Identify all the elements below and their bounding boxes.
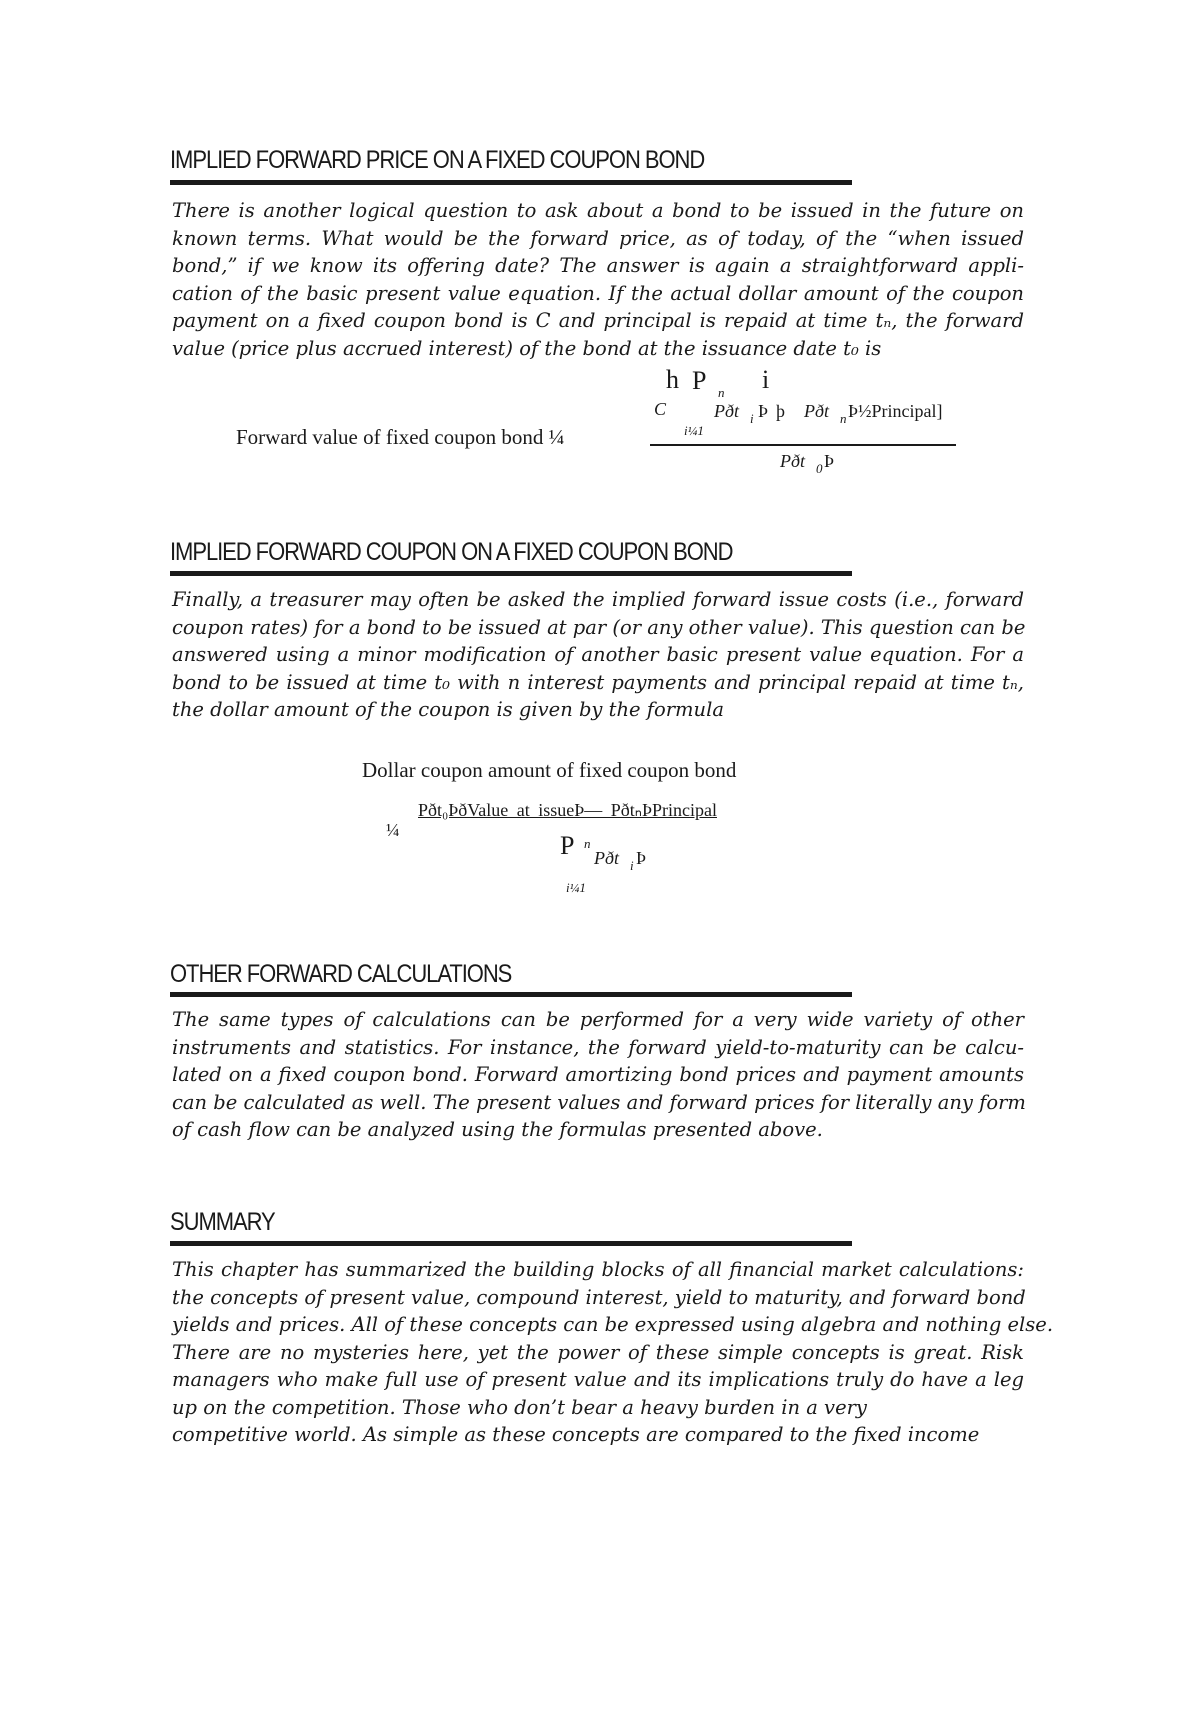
- paragraph-other-forward: [172, 1006, 1024, 1144]
- eq2-numerator: Pðt₀ÞðValue at issueÞ— PðtₙÞPrincipal: [418, 800, 717, 820]
- eq1-plus: þ: [776, 401, 785, 421]
- section-heading-summary: SUMMARY: [170, 1208, 275, 1236]
- eq1-bracket-close: i: [762, 365, 770, 394]
- paragraph-summary: [172, 1256, 1054, 1449]
- paragraph-forward-price: [172, 197, 1024, 362]
- text-line: There is another logical question to ask about a bond to be issued in the future on: [172, 199, 1024, 222]
- eq1-denominator-sub: 0: [816, 461, 823, 476]
- section-rule: [170, 180, 852, 185]
- eq1-term1-end: Þ: [758, 401, 769, 421]
- text-line: This chapter has summarized the building blocks of all financial market calculations:: [172, 1258, 1024, 1281]
- text-line: instruments and statistics. For instance, the forward yield-to-maturity can be calcu-: [172, 1035, 1024, 1059]
- text-line: up on the competition. Those who don’t bear a heavy burden in a very: [172, 1395, 867, 1419]
- eq1-sum-bottom: i¼1: [684, 423, 704, 438]
- eq1-term2: Pðt: [804, 401, 829, 421]
- text-line: the concepts of present value, compound interest, yield to maturity, and forward bond: [172, 1285, 1026, 1309]
- section-rule: [170, 1241, 852, 1246]
- text-line: known terms. What would be the forward price, as of today, of the “when issued: [172, 226, 1024, 250]
- section-heading-other-forward: OTHER FORWARD CALCULATIONS: [170, 960, 512, 988]
- text-line: payment on a fixed coupon bond is C and principal is repaid at time tₙ, the forward: [172, 309, 1024, 332]
- eq2-sum-symbol: P: [560, 831, 575, 860]
- section-heading-forward-price: IMPLIED FORWARD PRICE ON A FIXED COUPON BOND: [170, 146, 705, 174]
- eq2-sum-top: n: [584, 836, 591, 851]
- section-rule: [170, 992, 852, 997]
- text-line: yields and prices. All of these concepts can be expressed using algebra and nothing else.: [172, 1313, 1054, 1336]
- text-line: bond,” if we know its offering date? The answer is again a straightforward appli-: [172, 254, 1024, 277]
- text-line: lated on a fixed coupon bond. Forward amortizing bond prices and payment amounts: [172, 1063, 1024, 1086]
- paragraph-forward-coupon: [172, 586, 1024, 724]
- eq2-equals: ¼: [386, 820, 400, 840]
- eq1-term2-sub: n: [840, 411, 847, 426]
- text-line: competitive world. As simple as these concepts are compared to the fixed income: [172, 1423, 980, 1446]
- text-line: bond to be issued at time t₀ with n interest payments and principal repaid at time tₙ,: [172, 670, 1024, 694]
- eq1-term1: Pðt: [714, 401, 739, 421]
- text-line: managers who make full use of present value and its implications truly do have a leg: [172, 1368, 1024, 1391]
- text-line: of cash flow can be analyzed using the formulas presented above.: [172, 1118, 823, 1141]
- text-line: cation of the basic present value equation. If the actual dollar amount of the coupon: [172, 281, 1024, 305]
- text-line: the dollar amount of the coupon is given by the formula: [172, 698, 724, 721]
- eq1-sum-top: n: [718, 385, 725, 400]
- eq2-denominator: Pðt: [594, 848, 619, 868]
- eq2-denominator-end: Þ: [636, 848, 647, 868]
- eq2-denominator-sub: i: [630, 858, 634, 873]
- eq1-denominator-end: Þ: [824, 451, 835, 471]
- section-rule: [170, 571, 852, 576]
- text-line: coupon rates) for a bond to be issued at par (or any other value). This question can be: [172, 615, 1026, 639]
- eq1-coefficient: C: [654, 399, 667, 419]
- eq1-term1-sub: i: [750, 411, 754, 426]
- text-line: answered using a minor modification of another basic present value equation. For a: [172, 643, 1024, 666]
- eq1-sum-symbol: P: [692, 366, 707, 395]
- eq1-term2-end: Þ½Principal]: [848, 401, 943, 421]
- text-line: value (price plus accrued interest) of the bond at the issuance date t₀ is: [172, 336, 882, 360]
- eq2-sum-bottom: i¼1: [566, 880, 586, 895]
- text-line: can be calculated as well. The present values and forward prices for literally any form: [172, 1090, 1026, 1114]
- text-line: The same types of calculations can be performed for a very wide variety of other: [172, 1008, 1024, 1031]
- section-heading-forward-coupon: IMPLIED FORWARD COUPON ON A FIXED COUPON BOND: [170, 538, 733, 566]
- text-line: Finally, a treasurer may often be asked the implied forward issue costs (i.e., forward: [172, 588, 1024, 611]
- eq1-bracket-open: h: [666, 365, 679, 394]
- eq1-fraction-bar: [650, 444, 956, 446]
- eq2-label: Dollar coupon amount of fixed coupon bond: [362, 758, 737, 782]
- eq1-denominator: Pðt: [780, 451, 805, 471]
- eq1-label: Forward value of fixed coupon bond ¼: [236, 425, 565, 449]
- text-line: There are no mysteries here, yet the power of these simple concepts is great. Risk: [172, 1340, 1024, 1364]
